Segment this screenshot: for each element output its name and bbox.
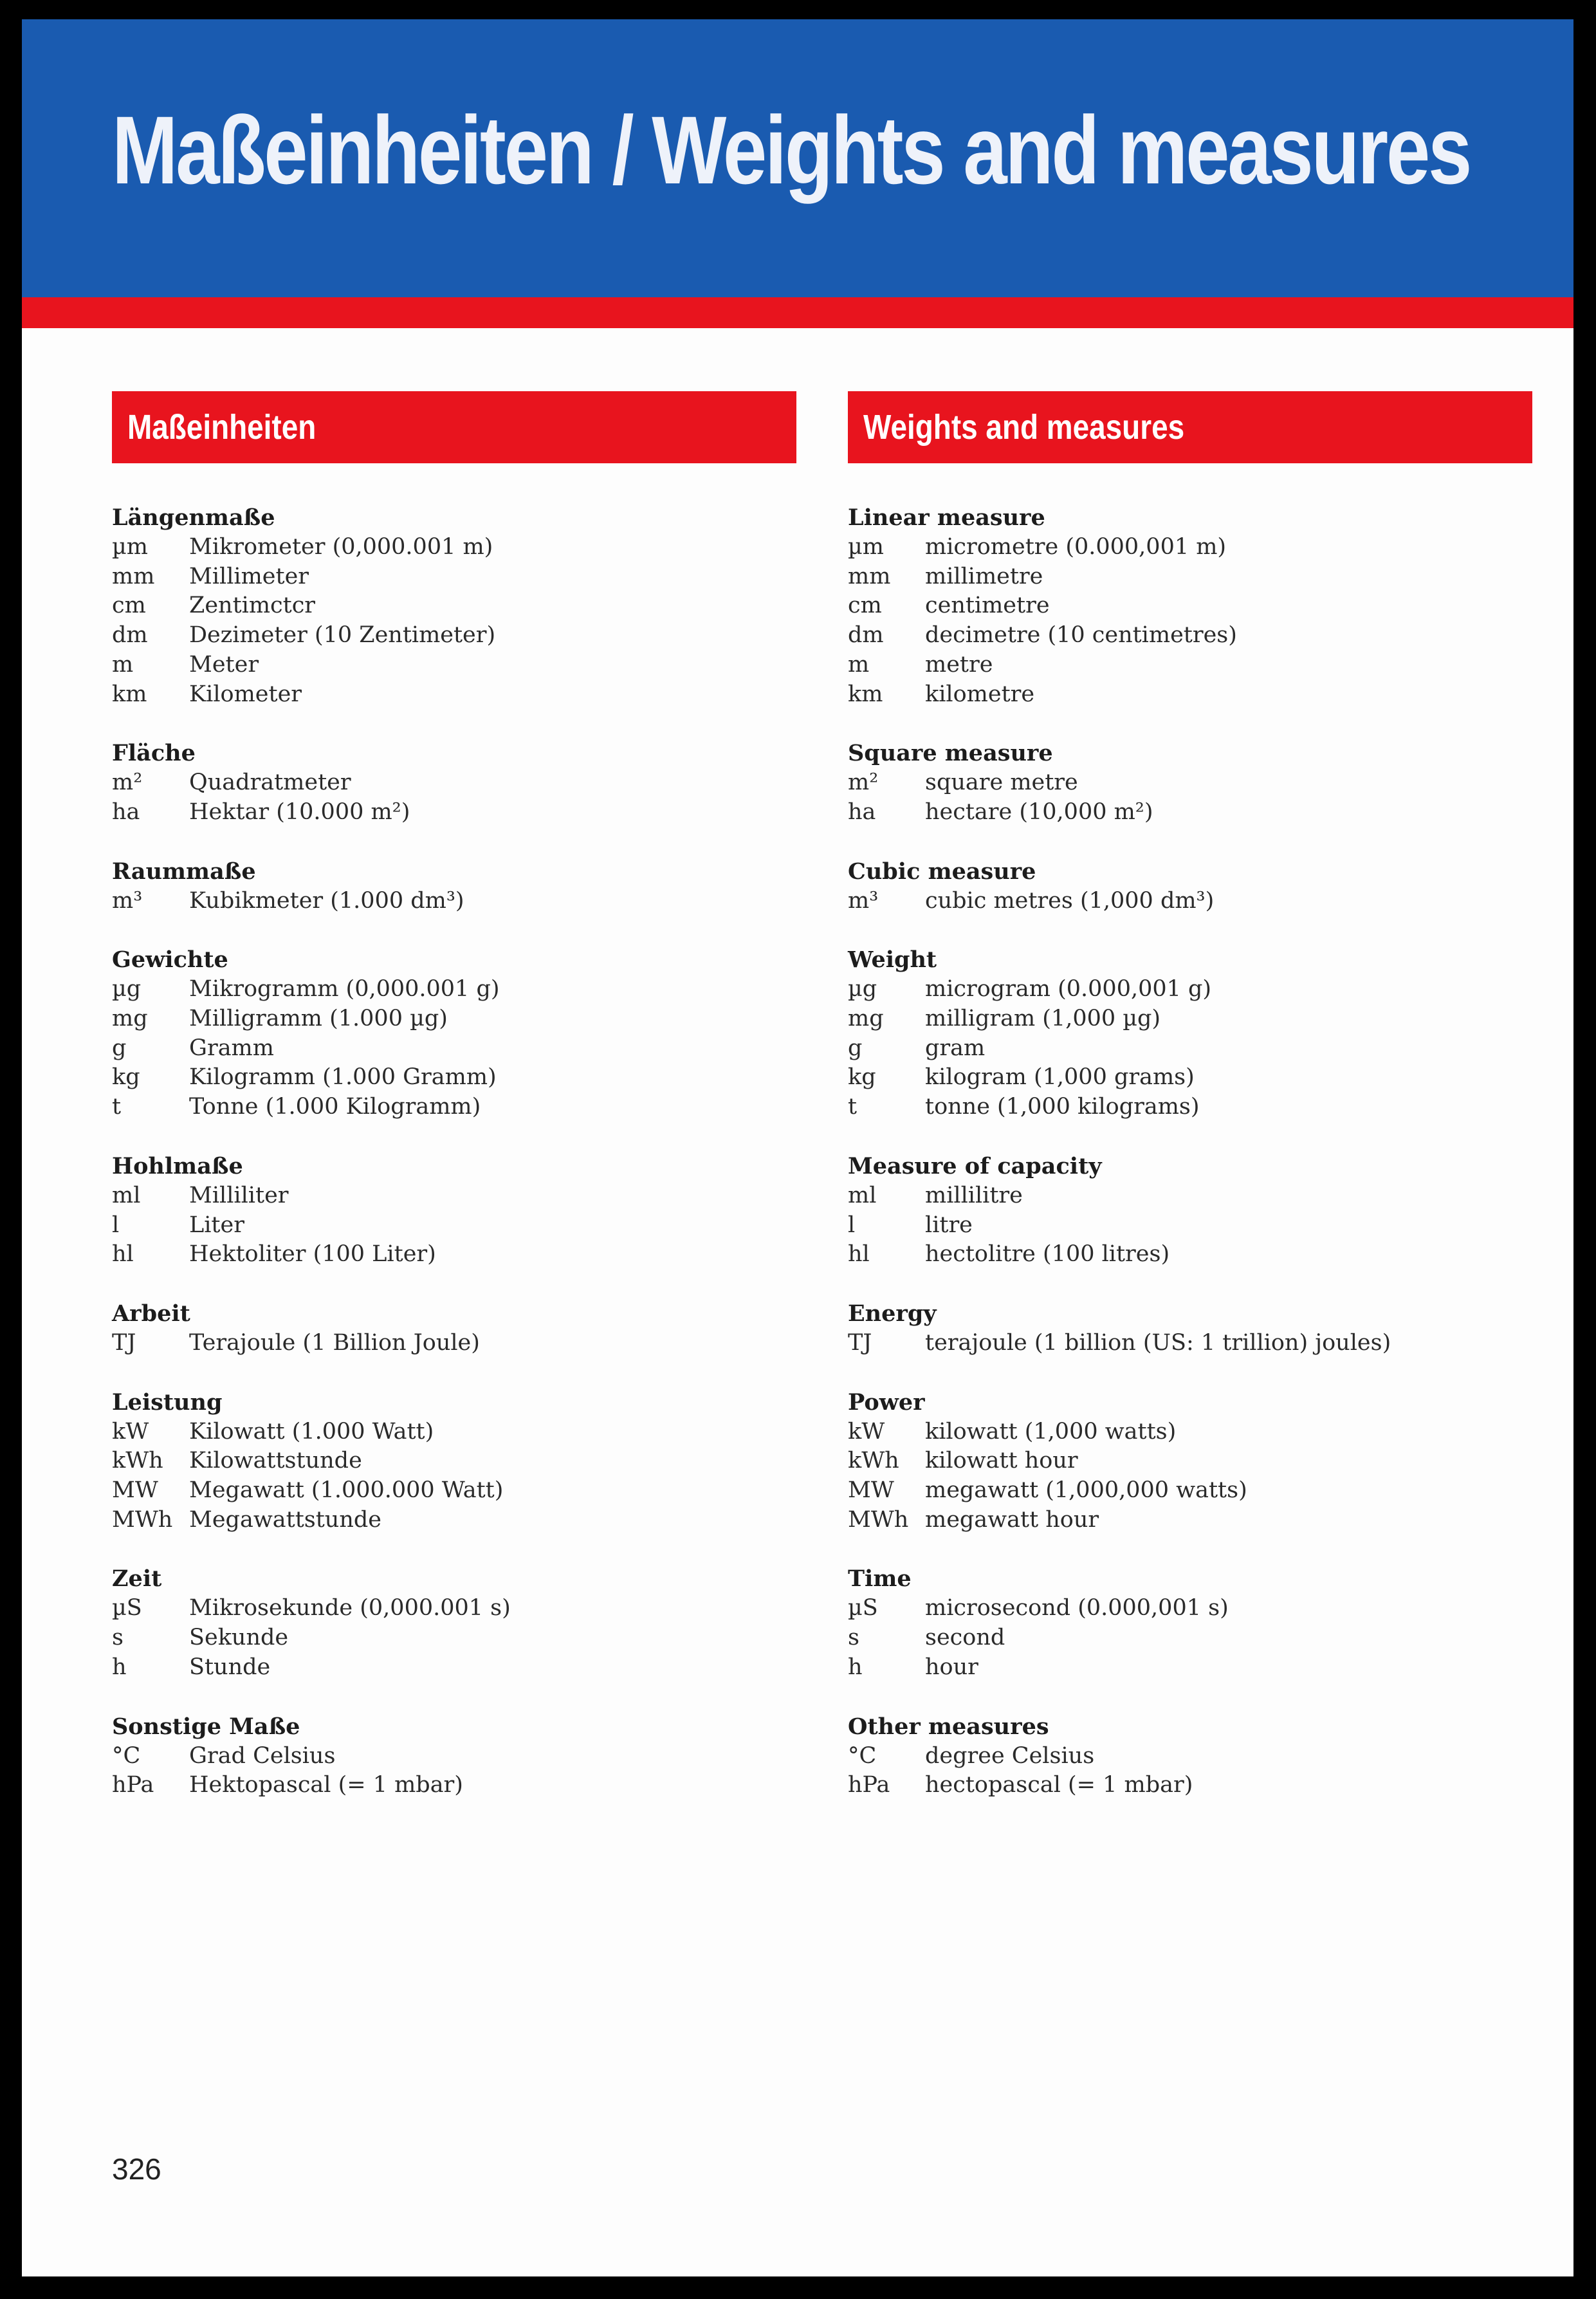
unit-description: Mikrogramm (0,000.001 g) [189, 976, 500, 1002]
section-heading-english [848, 391, 1532, 463]
unit-description: microgram (0.000,001 g) [925, 976, 1212, 1002]
unit-description: megawatt hour [925, 1506, 1099, 1533]
unit-row [848, 1004, 1532, 1034]
unit-row [112, 1476, 796, 1506]
unit-description: litre [925, 1212, 973, 1238]
unit-abbreviation: MWh [112, 1506, 173, 1533]
unit-description: Milliliter [189, 1182, 289, 1208]
unit-abbreviation: l [848, 1212, 856, 1238]
unit-description: terajoule (1 billion (US: 1 trillion) joules) [925, 1329, 1391, 1356]
unit-description: Terajoule (1 Billion Joule) [189, 1329, 480, 1356]
unit-abbreviation: dm [112, 622, 148, 649]
unit-description: milligram (1,000 µg) [925, 1006, 1161, 1032]
unit-group [112, 945, 796, 1122]
unit-row [112, 591, 796, 621]
unit-group [848, 1388, 1532, 1535]
group-title: Weight [848, 946, 937, 974]
unit-abbreviation: kW [848, 1418, 885, 1445]
unit-row [112, 975, 796, 1004]
unit-group [848, 945, 1532, 1122]
unit-row [848, 591, 1532, 621]
unit-abbreviation: h [112, 1654, 127, 1680]
unit-row [848, 1063, 1532, 1093]
unit-description: gram [925, 1035, 986, 1061]
unit-row [112, 1004, 796, 1034]
unit-abbreviation: s [848, 1625, 859, 1651]
unit-row [848, 621, 1532, 651]
unit-description: hectare (10,000 m²) [925, 799, 1153, 825]
unit-row [112, 1594, 796, 1623]
header-stripe [22, 297, 1573, 328]
unit-group [112, 1299, 796, 1358]
unit-description: Kilometer [189, 681, 302, 707]
unit-group [848, 1152, 1532, 1270]
unit-abbreviation: mg [112, 1006, 148, 1032]
unit-group [848, 857, 1532, 916]
unit-abbreviation: g [848, 1035, 863, 1061]
unit-abbreviation: m [848, 651, 870, 678]
unit-group [848, 1299, 1532, 1358]
unit-row [848, 798, 1532, 827]
unit-abbreviation: g [112, 1035, 127, 1061]
group-title: Linear measure [848, 504, 1045, 531]
page-title: Maßeinheiten / Weights and measures [112, 96, 1471, 204]
group-title: Arbeit [112, 1300, 190, 1327]
unit-description: kilogram (1,000 grams) [925, 1064, 1195, 1091]
unit-abbreviation: mm [112, 563, 155, 589]
group-title: Energy [848, 1300, 937, 1327]
unit-group [112, 1388, 796, 1535]
unit-description: Dezimeter (10 Zentimeter) [189, 622, 496, 649]
group-title: Measure of capacity [848, 1152, 1102, 1179]
unit-abbreviation: °C [112, 1742, 141, 1769]
unit-description: Hektoliter (100 Liter) [189, 1241, 436, 1268]
unit-description: hour [925, 1654, 978, 1680]
unit-abbreviation: TJ [112, 1329, 136, 1356]
unit-groups [848, 503, 1532, 1800]
unit-abbreviation: µg [848, 976, 877, 1002]
unit-abbreviation: ml [848, 1182, 877, 1208]
unit-description: Tonne (1.000 Kilogramm) [189, 1094, 481, 1120]
unit-group [112, 857, 796, 916]
unit-abbreviation: t [112, 1094, 122, 1120]
unit-group [112, 1564, 796, 1682]
unit-row [848, 1417, 1532, 1447]
unit-description: Mikrosekunde (0,000.001 s) [189, 1595, 511, 1621]
unit-abbreviation: m³ [112, 887, 143, 914]
unit-abbreviation: kWh [848, 1448, 899, 1474]
group-title: Sonstige Maße [112, 1713, 300, 1740]
unit-description: micrometre (0.000,001 m) [925, 534, 1227, 560]
unit-abbreviation: MWh [848, 1506, 909, 1533]
section-heading-german [112, 391, 796, 463]
unit-description: kilowatt (1,000 watts) [925, 1418, 1177, 1445]
unit-description: kilometre [925, 681, 1035, 707]
unit-description: second [925, 1625, 1005, 1651]
unit-row [112, 1211, 796, 1241]
unit-abbreviation: µS [848, 1595, 878, 1621]
unit-description: Millimeter [189, 563, 309, 589]
unit-row [112, 651, 796, 680]
unit-row [112, 1181, 796, 1211]
unit-abbreviation: ha [848, 799, 876, 825]
unit-group [848, 1712, 1532, 1800]
unit-row [848, 1506, 1532, 1535]
unit-description: Kilogramm (1.000 Gramm) [189, 1064, 497, 1091]
unit-abbreviation: cm [848, 593, 882, 619]
group-title: Cubic measure [848, 858, 1036, 885]
unit-description: Liter [189, 1212, 244, 1238]
unit-abbreviation: kg [112, 1064, 140, 1091]
unit-row [848, 1446, 1532, 1476]
unit-abbreviation: l [112, 1212, 120, 1238]
unit-row [848, 768, 1532, 798]
unit-abbreviation: mm [848, 563, 891, 589]
unit-description: Zentimctcr [189, 593, 316, 619]
unit-row [112, 1653, 796, 1683]
unit-abbreviation: dm [848, 622, 884, 649]
group-title: Leistung [112, 1389, 223, 1416]
unit-description: Kubikmeter (1.000 dm³) [189, 887, 464, 914]
unit-row [112, 621, 796, 651]
group-title: Other measures [848, 1713, 1049, 1740]
german-column [112, 391, 796, 1830]
unit-abbreviation: hPa [112, 1772, 154, 1798]
unit-abbreviation: kg [848, 1064, 876, 1091]
unit-row [112, 1417, 796, 1447]
unit-abbreviation: µm [112, 534, 148, 560]
unit-description: Hektar (10.000 m²) [189, 799, 410, 825]
unit-abbreviation: km [112, 681, 147, 707]
unit-description: Kilowattstunde [189, 1448, 362, 1474]
unit-row [848, 1476, 1532, 1506]
unit-group [848, 739, 1532, 827]
unit-row [848, 975, 1532, 1004]
unit-row [112, 1329, 796, 1358]
unit-description: Stunde [189, 1654, 271, 1680]
unit-description: square metre [925, 770, 1078, 796]
unit-abbreviation: m² [848, 770, 879, 796]
unit-abbreviation: kW [112, 1418, 149, 1445]
unit-group [112, 1152, 796, 1270]
unit-abbreviation: MW [112, 1477, 158, 1504]
group-title: Gewichte [112, 946, 228, 974]
group-title: Fläche [112, 740, 196, 767]
unit-abbreviation: µm [848, 534, 884, 560]
unit-description: metre [925, 651, 993, 678]
unit-description: tonne (1,000 kilograms) [925, 1094, 1200, 1120]
unit-group [848, 503, 1532, 709]
group-title: Zeit [112, 1565, 162, 1593]
unit-description: Meter [189, 651, 259, 678]
unit-description: decimetre (10 centimetres) [925, 622, 1237, 649]
unit-description: Megawatt (1.000.000 Watt) [189, 1477, 504, 1504]
unit-row [848, 1034, 1532, 1064]
unit-row [112, 768, 796, 798]
unit-group [848, 1564, 1532, 1682]
group-title: Hohlmaße [112, 1152, 243, 1179]
english-column [848, 391, 1532, 1830]
unit-row [848, 680, 1532, 710]
unit-description: millilitre [925, 1182, 1023, 1208]
unit-description: degree Celsius [925, 1742, 1095, 1769]
unit-row [112, 1034, 796, 1064]
unit-abbreviation: hl [112, 1241, 134, 1268]
unit-group [112, 739, 796, 827]
unit-abbreviation: ha [112, 799, 140, 825]
unit-abbreviation: hPa [848, 1772, 890, 1798]
unit-description: hectopascal (= 1 mbar) [925, 1772, 1193, 1798]
unit-row [112, 1093, 796, 1122]
unit-row [848, 651, 1532, 680]
unit-description: Mikrometer (0,000.001 m) [189, 534, 493, 560]
unit-row [112, 1063, 796, 1093]
unit-row [848, 1093, 1532, 1122]
unit-abbreviation: mg [848, 1006, 884, 1032]
unit-group [112, 1712, 796, 1800]
unit-row [112, 1240, 796, 1270]
unit-abbreviation: MW [848, 1477, 894, 1504]
unit-row [848, 1771, 1532, 1800]
unit-abbreviation: m² [112, 770, 143, 796]
unit-row [848, 1594, 1532, 1623]
unit-row [848, 562, 1532, 592]
unit-row [112, 680, 796, 710]
unit-abbreviation: t [848, 1094, 858, 1120]
unit-row [848, 533, 1532, 562]
group-title: Längenmaße [112, 504, 275, 531]
unit-abbreviation: m³ [848, 887, 879, 914]
unit-group [112, 503, 796, 709]
unit-description: cubic metres (1,000 dm³) [925, 887, 1215, 914]
unit-description: Quadratmeter [189, 770, 351, 796]
unit-description: megawatt (1,000,000 watts) [925, 1477, 1247, 1504]
unit-abbreviation: km [848, 681, 883, 707]
group-title: Raummaße [112, 858, 256, 885]
unit-row [848, 1211, 1532, 1241]
unit-row [112, 1446, 796, 1476]
unit-abbreviation: TJ [848, 1329, 872, 1356]
unit-row [112, 887, 796, 916]
unit-abbreviation: ml [112, 1182, 141, 1208]
unit-description: hectolitre (100 litres) [925, 1241, 1170, 1268]
unit-abbreviation: s [112, 1625, 124, 1651]
unit-abbreviation: µS [112, 1595, 142, 1621]
unit-description: Grad Celsius [189, 1742, 336, 1769]
unit-row [848, 1240, 1532, 1270]
unit-row [112, 798, 796, 827]
group-title: Square measure [848, 740, 1053, 767]
page [22, 19, 1573, 2276]
unit-row [112, 1623, 796, 1653]
unit-row [112, 533, 796, 562]
unit-description: Milligramm (1.000 µg) [189, 1006, 448, 1032]
unit-description: Kilowatt (1.000 Watt) [189, 1418, 434, 1445]
unit-abbreviation: cm [112, 593, 146, 619]
unit-description: Sekunde [189, 1625, 289, 1651]
unit-row [848, 887, 1532, 916]
unit-abbreviation: hl [848, 1241, 870, 1268]
unit-description: kilowatt hour [925, 1448, 1078, 1474]
group-title: Power [848, 1389, 925, 1416]
unit-row [112, 1771, 796, 1800]
unit-abbreviation: µg [112, 976, 142, 1002]
unit-description: centimetre [925, 593, 1050, 619]
section-heading-label: Maßeinheiten [127, 408, 316, 447]
unit-description: Gramm [189, 1035, 274, 1061]
unit-row [848, 1181, 1532, 1211]
unit-abbreviation: h [848, 1654, 863, 1680]
unit-row [848, 1329, 1532, 1358]
unit-row [112, 1742, 796, 1771]
unit-abbreviation: kWh [112, 1448, 163, 1474]
unit-description: Hektopascal (= 1 mbar) [189, 1772, 463, 1798]
unit-row [112, 562, 796, 592]
group-title: Time [848, 1565, 912, 1593]
unit-row [848, 1653, 1532, 1683]
unit-row [848, 1623, 1532, 1653]
unit-row [848, 1742, 1532, 1771]
section-heading-label: Weights and measures [863, 408, 1185, 447]
unit-description: millimetre [925, 563, 1043, 589]
page-number: 326 [112, 2152, 161, 2186]
unit-description: Megawattstunde [189, 1506, 382, 1533]
unit-description: microsecond (0.000,001 s) [925, 1595, 1229, 1621]
unit-groups [112, 503, 796, 1800]
unit-row [112, 1506, 796, 1535]
unit-abbreviation: °C [848, 1742, 877, 1769]
unit-abbreviation: m [112, 651, 134, 678]
